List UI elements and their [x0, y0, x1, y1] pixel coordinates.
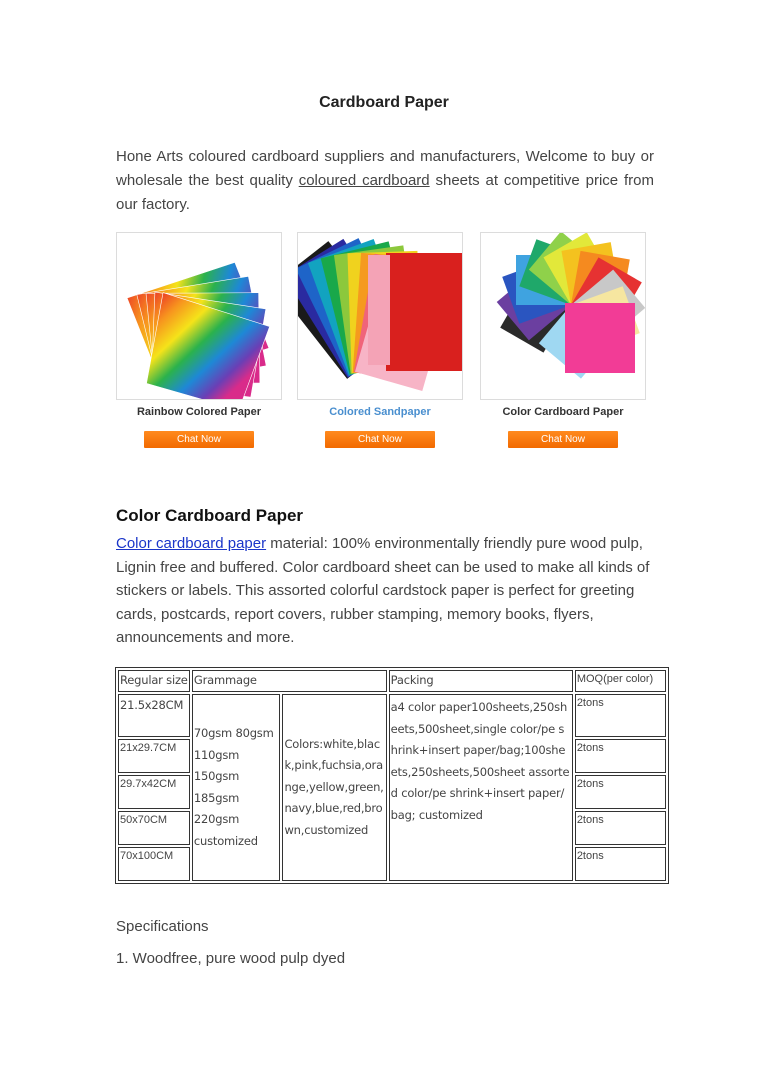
moq-cell: 2tons	[575, 739, 666, 773]
color-cardboard-paper-link[interactable]: Color cardboard paper	[116, 535, 267, 552]
product-label[interactable]: Color Cardboard Paper	[502, 406, 624, 418]
product-card-cardboard[interactable]	[480, 232, 646, 454]
section-description	[116, 532, 661, 650]
header-regular-size: Regular size	[118, 670, 190, 692]
size-cell: 29.7x42CM	[118, 775, 190, 809]
product-gallery	[116, 232, 656, 454]
header-moq: MOQ(per color)	[575, 670, 666, 692]
intro-text-before: Hone Arts coloured cardboard suppliers and manufacturers, Welcome to buy or wholesale the best quality	[116, 148, 654, 189]
moq-cell: 2tons	[575, 847, 666, 881]
description-text: material: 100% environmentally friendly pure wood pulp, Lignin free and buffered. Color cardboard sheet can be used to make all kinds of stickers or labels. This assorted colorful cardstock paper is perfect for greeting cards, postcards, report covers, rubber stamping, memory books, flyers, announcements and more.	[116, 535, 650, 646]
sandpaper-image[interactable]	[297, 232, 463, 400]
size-cell: 50x70CM	[118, 811, 190, 845]
moq-cell: 2tons	[575, 694, 666, 737]
section-heading: Color Cardboard Paper	[116, 506, 304, 525]
spec-table	[115, 667, 669, 884]
chat-now-button[interactable]: Chat Now	[508, 431, 618, 448]
specifications-item: 1. Woodfree, pure wood pulp dyed	[116, 950, 346, 967]
packing-cell: a4 color paper100sheets,250sheets,500sheet,single color/pe shrink+insert paper/bag;100sheets,250sheets,500sheet assorted color/pe shrink+insert paper/bag; customized	[389, 694, 573, 881]
size-cell: 21.5x28CM	[118, 694, 190, 737]
size-cell: 70x100CM	[118, 847, 190, 881]
rainbow-paper-image[interactable]	[116, 232, 282, 400]
colors-cell: Colors:white,black,pink,fuchsia,orange,yellow,green,navy,blue,red,brown,customized	[282, 694, 386, 881]
specifications-heading: Specifications	[116, 918, 209, 935]
product-label[interactable]: Rainbow Colored Paper	[136, 406, 262, 418]
header-packing: Packing	[389, 670, 573, 692]
moq-cell: 2tons	[575, 811, 666, 845]
chat-now-button[interactable]: Chat Now	[325, 431, 435, 448]
size-cell: 21x29.7CM	[118, 739, 190, 773]
grammage-cell: 70gsm 80gsm 110gsm 150gsm 185gsm 220gsm customized	[192, 694, 281, 881]
cardboard-image[interactable]	[480, 232, 646, 400]
moq-cell: 2tons	[575, 775, 666, 809]
coloured-cardboard-link[interactable]: coloured cardboard	[298, 172, 430, 189]
product-card-rainbow[interactable]	[116, 232, 282, 454]
chat-now-button[interactable]: Chat Now	[144, 431, 254, 448]
page-title: Cardboard Paper	[319, 94, 449, 111]
product-card-sandpaper[interactable]	[297, 232, 463, 454]
intro-text-after: sheets at competitive price from our factory.	[116, 172, 654, 213]
header-grammage: Grammage	[192, 670, 387, 692]
product-label[interactable]: Colored Sandpaper	[329, 406, 431, 418]
intro-paragraph	[116, 145, 654, 217]
